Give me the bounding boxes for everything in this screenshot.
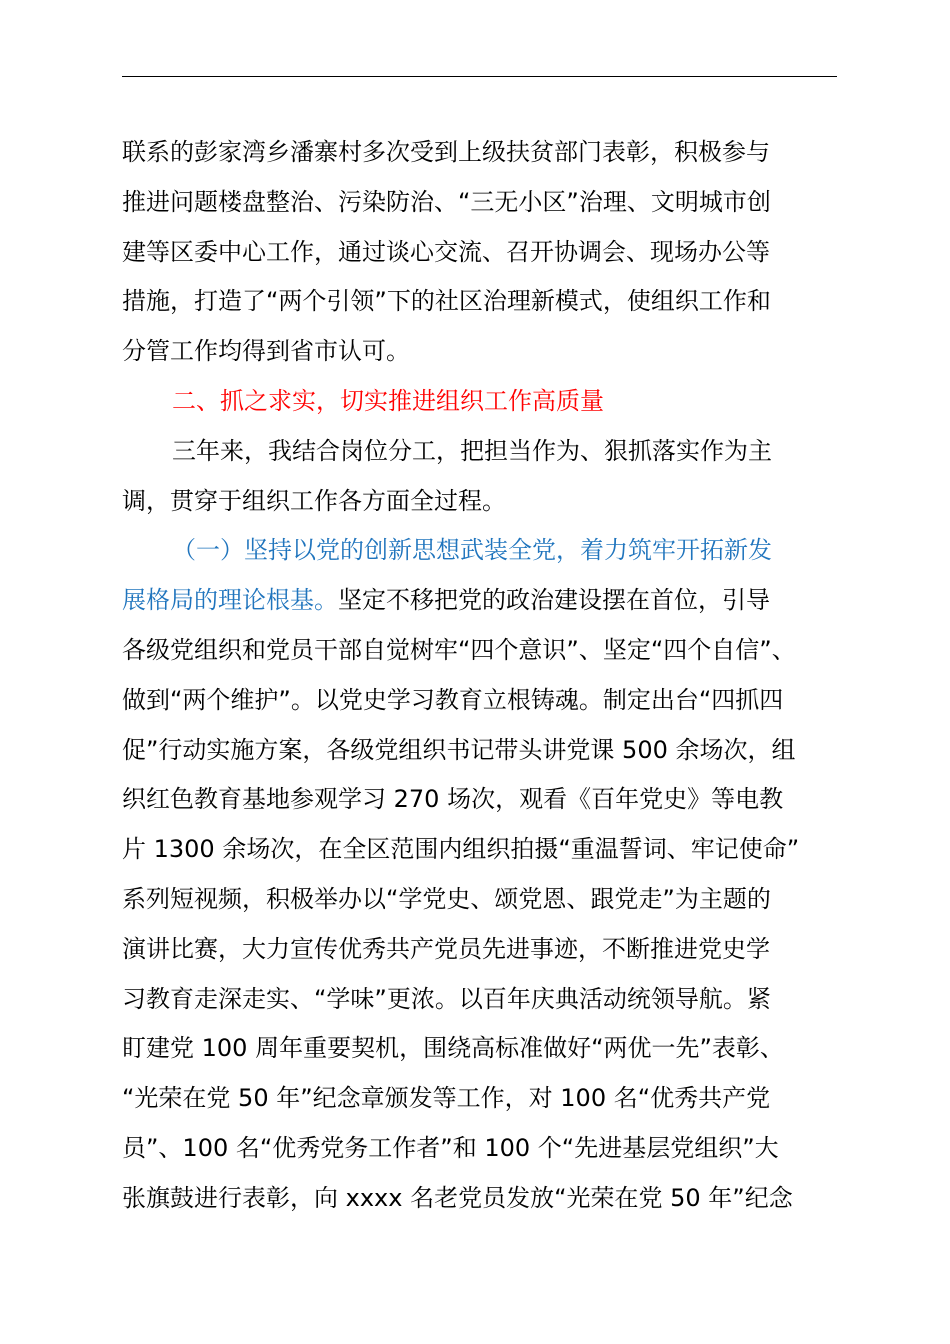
header-rule (122, 76, 837, 77)
body-text: 盯建党 100 周年重要契机，围绕高标准做好“两优一先”表彰、 (122, 1034, 784, 1063)
body-text: 调，贯穿于组织工作各方面全过程。 (122, 486, 506, 515)
text-line (122, 228, 844, 278)
body-text: 推进问题楼盘整治、污染防治、“三无小区”治理、文明城市创 (122, 187, 771, 216)
text-line (122, 277, 844, 327)
body-text: 坚定不移把党的政治建设摆在首位，引导 (338, 586, 770, 615)
subsection-heading: （一）坚持以党的创新思想武装全党，着力筑牢开拓新发 (172, 536, 772, 565)
text-line (122, 477, 844, 527)
text-line (122, 178, 844, 228)
text-line (122, 377, 844, 427)
body-text: “光荣在党 50 年”纪念章颁发等工作，对 100 名“优秀共产党 (122, 1084, 771, 1113)
text-line (122, 1174, 844, 1224)
text-line (122, 925, 844, 975)
body-text: 张旗鼓进行表彰，向 xxxx 名老党员发放“光荣在党 50 年”纪念 (122, 1183, 793, 1212)
text-line (122, 825, 844, 875)
body-text: 演讲比赛，大力宣传优秀共产党员先进事迹，不断推进党史学 (122, 934, 770, 963)
body-text: 片 1300 余场次，在全区范围内组织拍摄“重温誓词、牢记使命” (122, 835, 800, 864)
section-heading: 二、抓之求实，切实推进组织工作高质量 (172, 386, 604, 415)
text-line (122, 1024, 844, 1074)
text-line (122, 775, 844, 825)
text-line (122, 875, 844, 925)
body-text: 织红色教育基地参观学习 270 场次，观看《百年党史》等电教 (122, 785, 784, 814)
text-line (122, 626, 844, 676)
body-text: 促”行动实施方案，各级党组织书记带头讲党课 500 余场次，组 (122, 735, 796, 764)
text-line (122, 526, 844, 576)
body-text: 习教育走深走实、“学味”更浓。以百年庆典活动统领导航。紧 (122, 984, 771, 1013)
document-body (122, 128, 844, 1224)
subsection-heading: 展格局的理论根基。 (122, 586, 338, 615)
text-line (122, 676, 844, 726)
body-text: 建等区委中心工作，通过谈心交流、召开协调会、现场办公等 (122, 237, 770, 266)
body-text: 系列短视频，积极举办以“学党史、颂党恩、跟党走”为主题的 (122, 884, 771, 913)
text-line (122, 427, 844, 477)
body-text: 做到“两个维护”。以党史学习教育立根铸魂。制定出台“四抓四 (122, 685, 784, 714)
text-line (122, 726, 844, 776)
body-text: 分管工作均得到省市认可。 (122, 337, 410, 366)
text-line (122, 576, 844, 626)
body-text: 联系的彭家湾乡潘寨村多次受到上级扶贫部门表彰，积极参与 (122, 138, 770, 166)
body-text: 三年来，我结合岗位分工，把担当作为、狠抓落实作为主 (172, 436, 772, 465)
text-line (122, 1124, 844, 1174)
text-line (122, 327, 844, 377)
body-text: 措施，打造了“两个引领”下的社区治理新模式，使组织工作和 (122, 287, 771, 316)
text-line (122, 128, 844, 178)
body-text: 各级党组织和党员干部自觉树牢“四个意识”、坚定“四个自信”、 (122, 635, 796, 664)
body-text: 员”、100 名“优秀党务工作者”和 100 个“先进基层党组织”大 (122, 1133, 779, 1162)
text-line (122, 1074, 844, 1124)
text-line (122, 975, 844, 1025)
